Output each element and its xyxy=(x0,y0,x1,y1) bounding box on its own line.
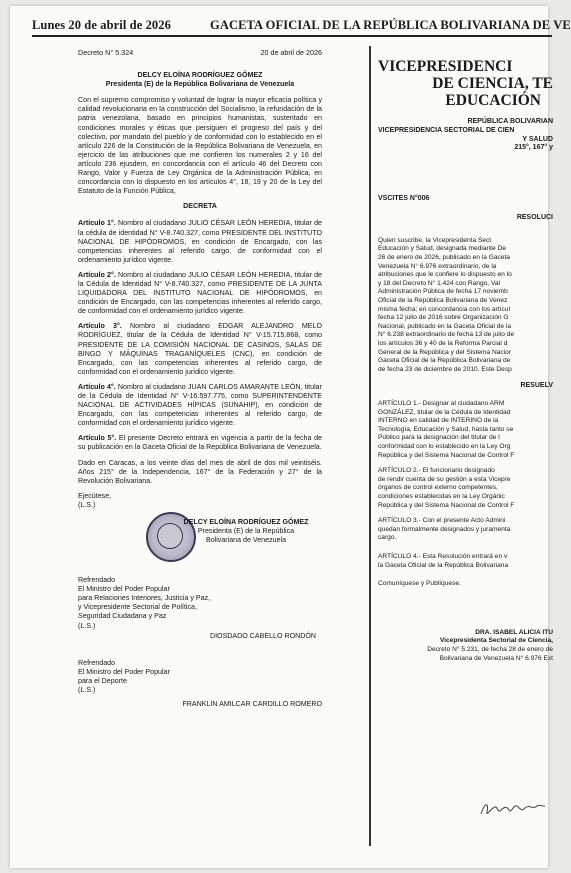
ls-mark: (L.S.) xyxy=(78,621,96,630)
header-line: Y SALUD xyxy=(522,135,553,143)
header-line: REPÚBLICA BOLIVARIAN xyxy=(467,118,553,125)
preamble-line: fecha 12 julio de 2016 sobre Organización G xyxy=(378,314,509,322)
preamble-line: y 18 del Decreto N° 1.424 con Rango, Val xyxy=(378,279,501,287)
article-line: ARTÍCULO 3.- Con el presente Acto Admini xyxy=(378,517,506,525)
refrendado-label: Refrendado xyxy=(78,576,116,585)
preamble-line: Gaceta Oficial de la República Bolivariana de xyxy=(378,357,511,365)
resolution-article-1 xyxy=(378,400,553,460)
resolucion-heading: RESOLUCI xyxy=(516,213,553,221)
comuniquese-text: Comuníquese y Publíquese. xyxy=(378,580,461,588)
president-name: DELCY ELOÍNA RODRÍGUEZ GÓMEZ xyxy=(137,71,263,80)
article-line: Público para la designación del titular de l xyxy=(378,434,500,442)
resuelve-heading: RESUELV xyxy=(520,382,553,390)
resolution-title xyxy=(378,58,553,109)
president-signature-block xyxy=(78,516,322,564)
header-rule xyxy=(32,35,552,37)
article-line: conformidad con lo establecido en la Ley Org xyxy=(378,443,511,451)
minister-label: El Ministro del Poder Popular xyxy=(78,667,170,676)
article-label: Artículo 4°. xyxy=(78,382,116,391)
article-line: condiciones establecidas en la Ley Orgánic xyxy=(378,493,505,501)
refrendado-label: Refrendado xyxy=(78,658,116,667)
preamble-line: N° 6.238 extraordinario de fecha 13 de julio de xyxy=(378,331,515,339)
article-text: El presente Decreto entrará en vigencia a partir de la fecha de su publicación en la Gaceta Oficial de la República Bolivariana de Venezuela. xyxy=(78,434,322,452)
title-line: VICEPRESIDENCI xyxy=(378,58,513,75)
preamble-line: atribuciones que le confiere lo dispuesto en lo xyxy=(378,271,512,279)
header-gazette-title: GACETA OFICIAL DE LA REPÚBLICA BOLIVARIANA DE VE xyxy=(210,18,571,32)
article-label: Artículo 2°. xyxy=(78,270,116,279)
handwritten-signature-icon xyxy=(477,798,547,820)
article-line: ARTÍCULO 4.- Esta Resolución entrará en v xyxy=(378,552,508,560)
article-line: GONZÁLEZ, titular de la Cédula de Identidad xyxy=(378,408,511,416)
title-line: EDUCACIÓN xyxy=(445,92,541,109)
header-date: Lunes 20 de abril de 2026 xyxy=(32,18,171,32)
header-line: 215°, 167° y xyxy=(514,144,553,152)
title-line: DE CIENCIA, TE xyxy=(432,75,553,92)
article-text: Nombro al ciudadano EDGAR ALEJANDRO MELO RODRÍGUEZ, titular de la Cédula de Identidad N° V-15.715.868, como PRESIDENTE DE LA COMISIÓN NACIONAL DE CASINOS, SALAS DE BINGO Y MÁQUINAS TRAGANÍQUELES (CNC), en condición de Encargado, con las competencias inherentes al referido cargo, de conformidad con el ordenamiento jurídico vigente. xyxy=(78,322,322,376)
resolution-column xyxy=(378,48,553,663)
preamble-line: Administración Pública de fecha 17 noviemb xyxy=(378,288,508,296)
decree-article-4 xyxy=(78,383,322,428)
article-line: INTERNO en calidad de INTERINO de la xyxy=(378,417,499,425)
minister-2-name: FRANKLIN AMILCAR CARDILLO ROMERO xyxy=(182,700,322,709)
article-text: Nombro al ciudadano JULIO CÉSAR LEÓN HEREDIA, titular de la cédula de identidad N° V-8.740.327, como PRESIDENTE DEL INSTITUTO NACIONAL DE HIPÓDROMOS, en condición de Encargado, con las competencias inherentes al referido cargo, de conformidad con el ordenamiento jurídico vigente. xyxy=(78,219,322,264)
resolution-header xyxy=(378,118,553,153)
ls-mark: (L.S.) xyxy=(78,685,96,694)
resolution-article-4 xyxy=(378,553,553,570)
decree-reference-line: Bolivariana de Venezuela N° 6.976 Ext xyxy=(439,654,553,662)
signature-name: DELCY ELOÍNA RODRÍGUEZ GÓMEZ xyxy=(183,518,309,527)
preamble-line: 26 de enero de 2026, publicado en la Gaceta xyxy=(378,253,510,261)
signature-role-1: Presidenta (E) de la República xyxy=(197,527,295,536)
article-line: ARTÍCULO 1.- Designar al ciudadano ARM xyxy=(378,400,505,408)
article-line: cargo. xyxy=(378,534,397,542)
decree-date: 20 de abril de 2026 xyxy=(260,48,322,57)
preamble-line: misma fecha; en concordancia con los artícul xyxy=(378,305,510,313)
gazette-page xyxy=(10,6,571,868)
article-line: República y del Sistema Nacional de Control F xyxy=(378,501,515,509)
articles-list xyxy=(78,219,322,452)
decree-article-3 xyxy=(78,322,322,377)
decreta-heading: DECRETA xyxy=(183,202,217,211)
preamble-line: Educación y Salud, designada mediante De xyxy=(378,245,506,253)
signatory-name: DRA. ISABEL ALICIA ITU xyxy=(475,628,553,636)
header-line: VICEPRESIDENCIA SECTORIAL DE CIEN xyxy=(378,126,515,134)
minister-1-name: DIOSDADO CABELLO RONDÓN xyxy=(209,631,316,640)
article-line: quedan formalmente designados y juramenta xyxy=(378,525,511,533)
vscites-number: VSCITES N°006 xyxy=(378,195,430,203)
minister-1-line: Seguridad Ciudadana y Paz xyxy=(78,612,167,621)
article-line: ARTÍCULO 2.- El funcionario designado xyxy=(378,467,495,475)
article-text: Nombro al ciudadano JUAN CARLOS AMARANTE LEÓN, titular de la Cédula de Identidad N° V-16.597.775, como SUPERINTENDENTE NACIONAL DE ACTIVIDADES HÍPICAS (SUNAHIP), en condición de Encargado, con las competencias inherentes al referido cargo, de conformidad con el ordenamiento jurídico vigente. xyxy=(78,382,322,428)
preamble-line: de fecha 23 de diciembre de 2010. Este Desp xyxy=(378,365,512,373)
minister-label: El Ministro del Poder Popular xyxy=(78,585,170,594)
ejecutese-text: Ejecútese, xyxy=(78,491,112,500)
article-line: de rendir cuenta de su gestión a esta Vicepre xyxy=(378,475,511,483)
decree-column xyxy=(78,48,322,709)
refrendo-deporte xyxy=(78,659,322,709)
preamble-line: Venezuela N° 6.976 extraordinario, de la xyxy=(378,262,497,270)
refrendo-interior xyxy=(78,576,322,641)
decree-article-5 xyxy=(78,434,322,452)
preamble-line: los artículos 36 y 40 de la Reforma Parcial d xyxy=(378,339,508,347)
minister-1-line: y Vicepresidente Sectorial de Política, xyxy=(78,603,197,612)
decree-article-2 xyxy=(78,271,322,316)
signatory-role: Vicepresidenta Sectorial de Ciencia, xyxy=(439,637,553,645)
minister-2-line: para el Deporte xyxy=(78,676,127,685)
decree-number: Decreto N° 5.324 xyxy=(78,48,134,57)
preamble-line: Quien suscribe, la Vicepresidenta Sect xyxy=(378,236,492,244)
column-divider xyxy=(369,46,371,846)
resolution-article-3 xyxy=(378,517,553,543)
minister-1-line: para Relaciones Interiores, Justicia y Paz, xyxy=(78,594,211,603)
decree-preamble: Con el supremo compromiso y voluntad de lograr la mayor eficacia política y calidad revolucionaria en la construcción del Socialismo, la refundación de la patria venezolana, basado en principios humanistas, sustentado en condiciones morales y éticas que persiguen el progreso del país y del colectivo, por mandato del pueblo y de conformidad con lo establecido en el artículo 226 de la Constitución de la República Bolivariana de Venezuela, en ejercicio de las atribuciones que me confieren los numerales 2 y 16 del artículo 236 ejusdem, en concordancia con el artículo 46 del Decreto con Rango, Valor y Fuerza de Ley Orgánica de la Administración Pública, en concordancia con lo dispuesto en los artículos 4°, 18, 19 y 20 de la Ley del Estatuto de la Función Pública, xyxy=(78,96,322,196)
closing-text: Dado en Caracas, a los veinte días del mes de abril de dos mil veintiséis. Años 215° de la Independencia, 167° de la Federación y 27° de la Revolución Bolivariana. xyxy=(78,458,322,485)
president-role: Presidenta (E) de la República Bolivariana de Venezuela xyxy=(105,80,295,89)
signature-role-2: Bolivariana de Venezuela xyxy=(205,536,287,545)
article-label: Artículo 1°. xyxy=(78,219,116,228)
ls-mark: (L.S.) xyxy=(78,500,96,509)
article-text: Nombro al ciudadano JULIO CÉSAR LEÓN HEREDIA, titular de la Cédula de Identidad N° V-8.740.327, como PRESIDENTE DE LA JUNTA LIQUIDADORA DEL INSTITUTO NACIONAL DE HIPÓDROMOS, en condición de Encargado, con las competencias inherentes al referido cargo, de conformidad con el ordenamiento jurídico vigente. xyxy=(78,270,322,316)
article-label: Artículo 5°. xyxy=(78,434,117,443)
decree-article-1 xyxy=(78,219,322,264)
article-line: órganos de control externo competentes, xyxy=(378,484,498,492)
preamble-line: Oficial de la República Bolivariana de Venez xyxy=(378,296,508,304)
resolution-preamble xyxy=(378,237,553,375)
article-label: Artículo 3°. xyxy=(78,322,122,331)
resolution-signature-block xyxy=(378,629,553,663)
article-line: Tecnología, Educación y Salud, hasta tanto se xyxy=(378,425,514,433)
article-line: la Gaceta Oficial de la República Bolivariana xyxy=(378,561,509,569)
preamble-line: Nacional, publicado en la Gaceta Oficial de la xyxy=(378,322,512,330)
decree-meta xyxy=(78,48,322,57)
article-line: República y del Sistema Nacional de Control F xyxy=(378,451,515,459)
resolution-article-2 xyxy=(378,467,553,510)
preamble-line: General de la República y del Sistema Nacior xyxy=(378,348,512,356)
decree-reference-line: Decreto N° 5.231, de fecha 28 de enero de xyxy=(427,645,553,653)
